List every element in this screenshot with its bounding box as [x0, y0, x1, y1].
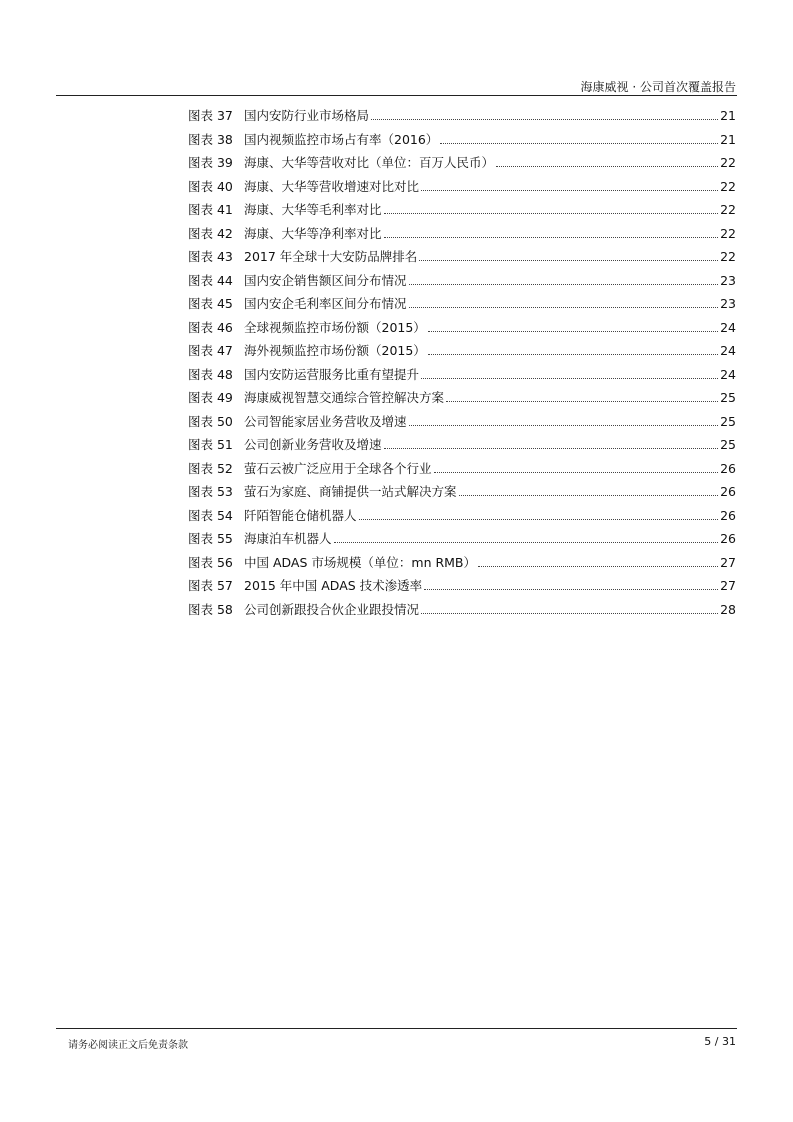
toc-entry-label: 图表 37: [188, 108, 233, 123]
toc-entry-title: 公司创新跟投合伙企业跟投情况: [244, 601, 420, 617]
toc-entry-label: 图表 55: [188, 531, 233, 546]
toc-entry-title: 全球视频监控市场份额（2015）: [244, 319, 426, 335]
toc-entry[interactable]: [188, 459, 736, 483]
toc-entry-title: 2017 年全球十大安防品牌排名: [244, 249, 418, 264]
toc-dot-leader: [409, 425, 719, 426]
toc-dot-leader: [409, 284, 719, 285]
figure-toc-list: [188, 106, 736, 623]
toc-entry-page: 27: [720, 554, 736, 570]
header-divider: [56, 95, 737, 96]
toc-entry-title: 公司创新业务营收及增速: [244, 437, 382, 452]
toc-entry-title: 公司智能家居业务营收及增速: [244, 413, 407, 429]
toc-entry-page: 21: [720, 131, 736, 147]
toc-entry-label: 图表 53: [188, 484, 233, 499]
toc-entry[interactable]: [188, 365, 736, 389]
toc-entry-label: 图表 52: [188, 460, 233, 476]
toc-entry-page: 24: [720, 366, 736, 382]
toc-entry[interactable]: [188, 576, 736, 600]
toc-entry[interactable]: [188, 388, 736, 412]
toc-dot-leader: [424, 589, 718, 590]
toc-entry-page: 25: [720, 390, 736, 405]
toc-entry-label: 图表 38: [188, 131, 233, 147]
toc-entry-title: 海康、大华等营收对比（单位：百万人民币）: [244, 155, 495, 170]
toc-entry-page: 28: [720, 601, 736, 617]
footer-disclaimer: 请务必阅读正文后免责条款: [68, 1040, 188, 1051]
toc-entry-page: 27: [720, 578, 736, 593]
toc-entry[interactable]: [188, 153, 736, 177]
toc-entry-title: 国内安防行业市场格局: [244, 108, 370, 123]
toc-entry-label: 图表 43: [188, 249, 233, 264]
toc-entry-page: 21: [720, 108, 736, 123]
header-title: 海康威视 · 公司首次覆盖报告: [580, 80, 736, 94]
toc-entry-title: 萤石云被广泛应用于全球各个行业: [244, 460, 432, 476]
toc-entry-label: 图表 56: [188, 554, 233, 570]
toc-dot-leader: [428, 354, 718, 355]
toc-entry[interactable]: [188, 177, 736, 201]
toc-entry-title: 国内安企销售额区间分布情况: [244, 272, 407, 288]
toc-entry-title: 阡陌智能仓储机器人: [244, 507, 357, 523]
toc-entry-page: 23: [720, 296, 736, 311]
toc-entry-label: 图表 48: [188, 366, 233, 382]
toc-entry-page: 23: [720, 272, 736, 288]
toc-entry-label: 图表 39: [188, 155, 233, 170]
toc-entry[interactable]: [188, 106, 736, 130]
toc-dot-leader: [478, 566, 718, 567]
toc-entry-label: 图表 42: [188, 225, 233, 241]
toc-entry[interactable]: [188, 482, 736, 506]
toc-entry[interactable]: [188, 553, 736, 577]
toc-entry-title: 海外视频监控市场份额（2015）: [244, 343, 426, 358]
toc-entry-title: 中国 ADAS 市场规模（单位：mn RMB）: [244, 554, 477, 570]
toc-entry-label: 图表 57: [188, 578, 233, 593]
page-number: 5 / 31: [704, 1035, 736, 1048]
toc-entry[interactable]: [188, 224, 736, 248]
toc-entry[interactable]: [188, 600, 736, 624]
toc-entry-page: 26: [720, 484, 736, 499]
toc-entry-title: 国内安企毛利率区间分布情况: [244, 296, 407, 311]
toc-entry-label: 图表 51: [188, 437, 233, 452]
toc-entry-page: 25: [720, 437, 736, 452]
toc-entry-label: 图表 46: [188, 319, 233, 335]
toc-entry[interactable]: [188, 529, 736, 553]
toc-dot-leader: [496, 166, 718, 167]
toc-entry-label: 图表 47: [188, 343, 233, 358]
toc-entry[interactable]: [188, 318, 736, 342]
toc-entry[interactable]: [188, 341, 736, 365]
toc-dot-leader: [419, 260, 718, 261]
toc-entry-title: 海康、大华等净利率对比: [244, 225, 382, 241]
toc-entry[interactable]: [188, 200, 736, 224]
toc-dot-leader: [421, 378, 718, 379]
toc-dot-leader: [421, 190, 718, 191]
toc-entry[interactable]: [188, 294, 736, 318]
toc-dot-leader: [371, 119, 718, 120]
toc-dot-leader: [459, 495, 719, 496]
toc-entry[interactable]: [188, 247, 736, 271]
toc-entry-title: 海康、大华等营收增速对比对比: [244, 178, 420, 194]
toc-entry-page: 22: [720, 155, 736, 170]
toc-entry-title: 国内视频监控市场占有率（2016）: [244, 131, 439, 147]
toc-dot-leader: [434, 472, 719, 473]
toc-entry-title: 2015 年中国 ADAS 技术渗透率: [244, 578, 423, 593]
toc-entry-label: 图表 44: [188, 272, 233, 288]
toc-entry-label: 图表 45: [188, 296, 233, 311]
toc-dot-leader: [409, 307, 719, 308]
toc-dot-leader: [334, 542, 719, 543]
toc-entry-page: 24: [720, 319, 736, 335]
toc-entry-title: 海康泊车机器人: [244, 531, 332, 546]
toc-dot-leader: [384, 237, 719, 238]
toc-entry-page: 26: [720, 531, 736, 546]
toc-entry-label: 图表 50: [188, 413, 233, 429]
toc-entry-label: 图表 40: [188, 178, 233, 194]
toc-entry-page: 24: [720, 343, 736, 358]
toc-entry-page: 22: [720, 202, 736, 217]
toc-dot-leader: [421, 613, 718, 614]
toc-entry-label: 图表 58: [188, 601, 233, 617]
toc-dot-leader: [440, 143, 718, 144]
toc-entry-page: 22: [720, 225, 736, 241]
toc-entry-title: 萤石为家庭、商铺提供一站式解决方案: [244, 484, 457, 499]
toc-entry-page: 25: [720, 413, 736, 429]
toc-entry[interactable]: [188, 412, 736, 436]
toc-entry-title: 国内安防运营服务比重有望提升: [244, 366, 420, 382]
toc-dot-leader: [359, 519, 719, 520]
toc-entry-title: 海康威视智慧交通综合管控解决方案: [244, 390, 445, 405]
toc-entry-label: 图表 49: [188, 390, 233, 405]
toc-entry[interactable]: [188, 130, 736, 154]
toc-entry[interactable]: [188, 506, 736, 530]
toc-entry-page: 26: [720, 460, 736, 476]
toc-dot-leader: [446, 401, 718, 402]
toc-entry-page: 26: [720, 507, 736, 523]
toc-entry[interactable]: [188, 271, 736, 295]
toc-entry-label: 图表 41: [188, 202, 233, 217]
toc-entry[interactable]: [188, 435, 736, 459]
toc-entry-page: 22: [720, 178, 736, 194]
toc-dot-leader: [428, 331, 718, 332]
toc-dot-leader: [384, 448, 719, 449]
toc-entry-title: 海康、大华等毛利率对比: [244, 202, 382, 217]
toc-dot-leader: [384, 213, 719, 214]
toc-entry-label: 图表 54: [188, 507, 233, 523]
footer-divider: [56, 1028, 737, 1029]
toc-entry-page: 22: [720, 249, 736, 264]
